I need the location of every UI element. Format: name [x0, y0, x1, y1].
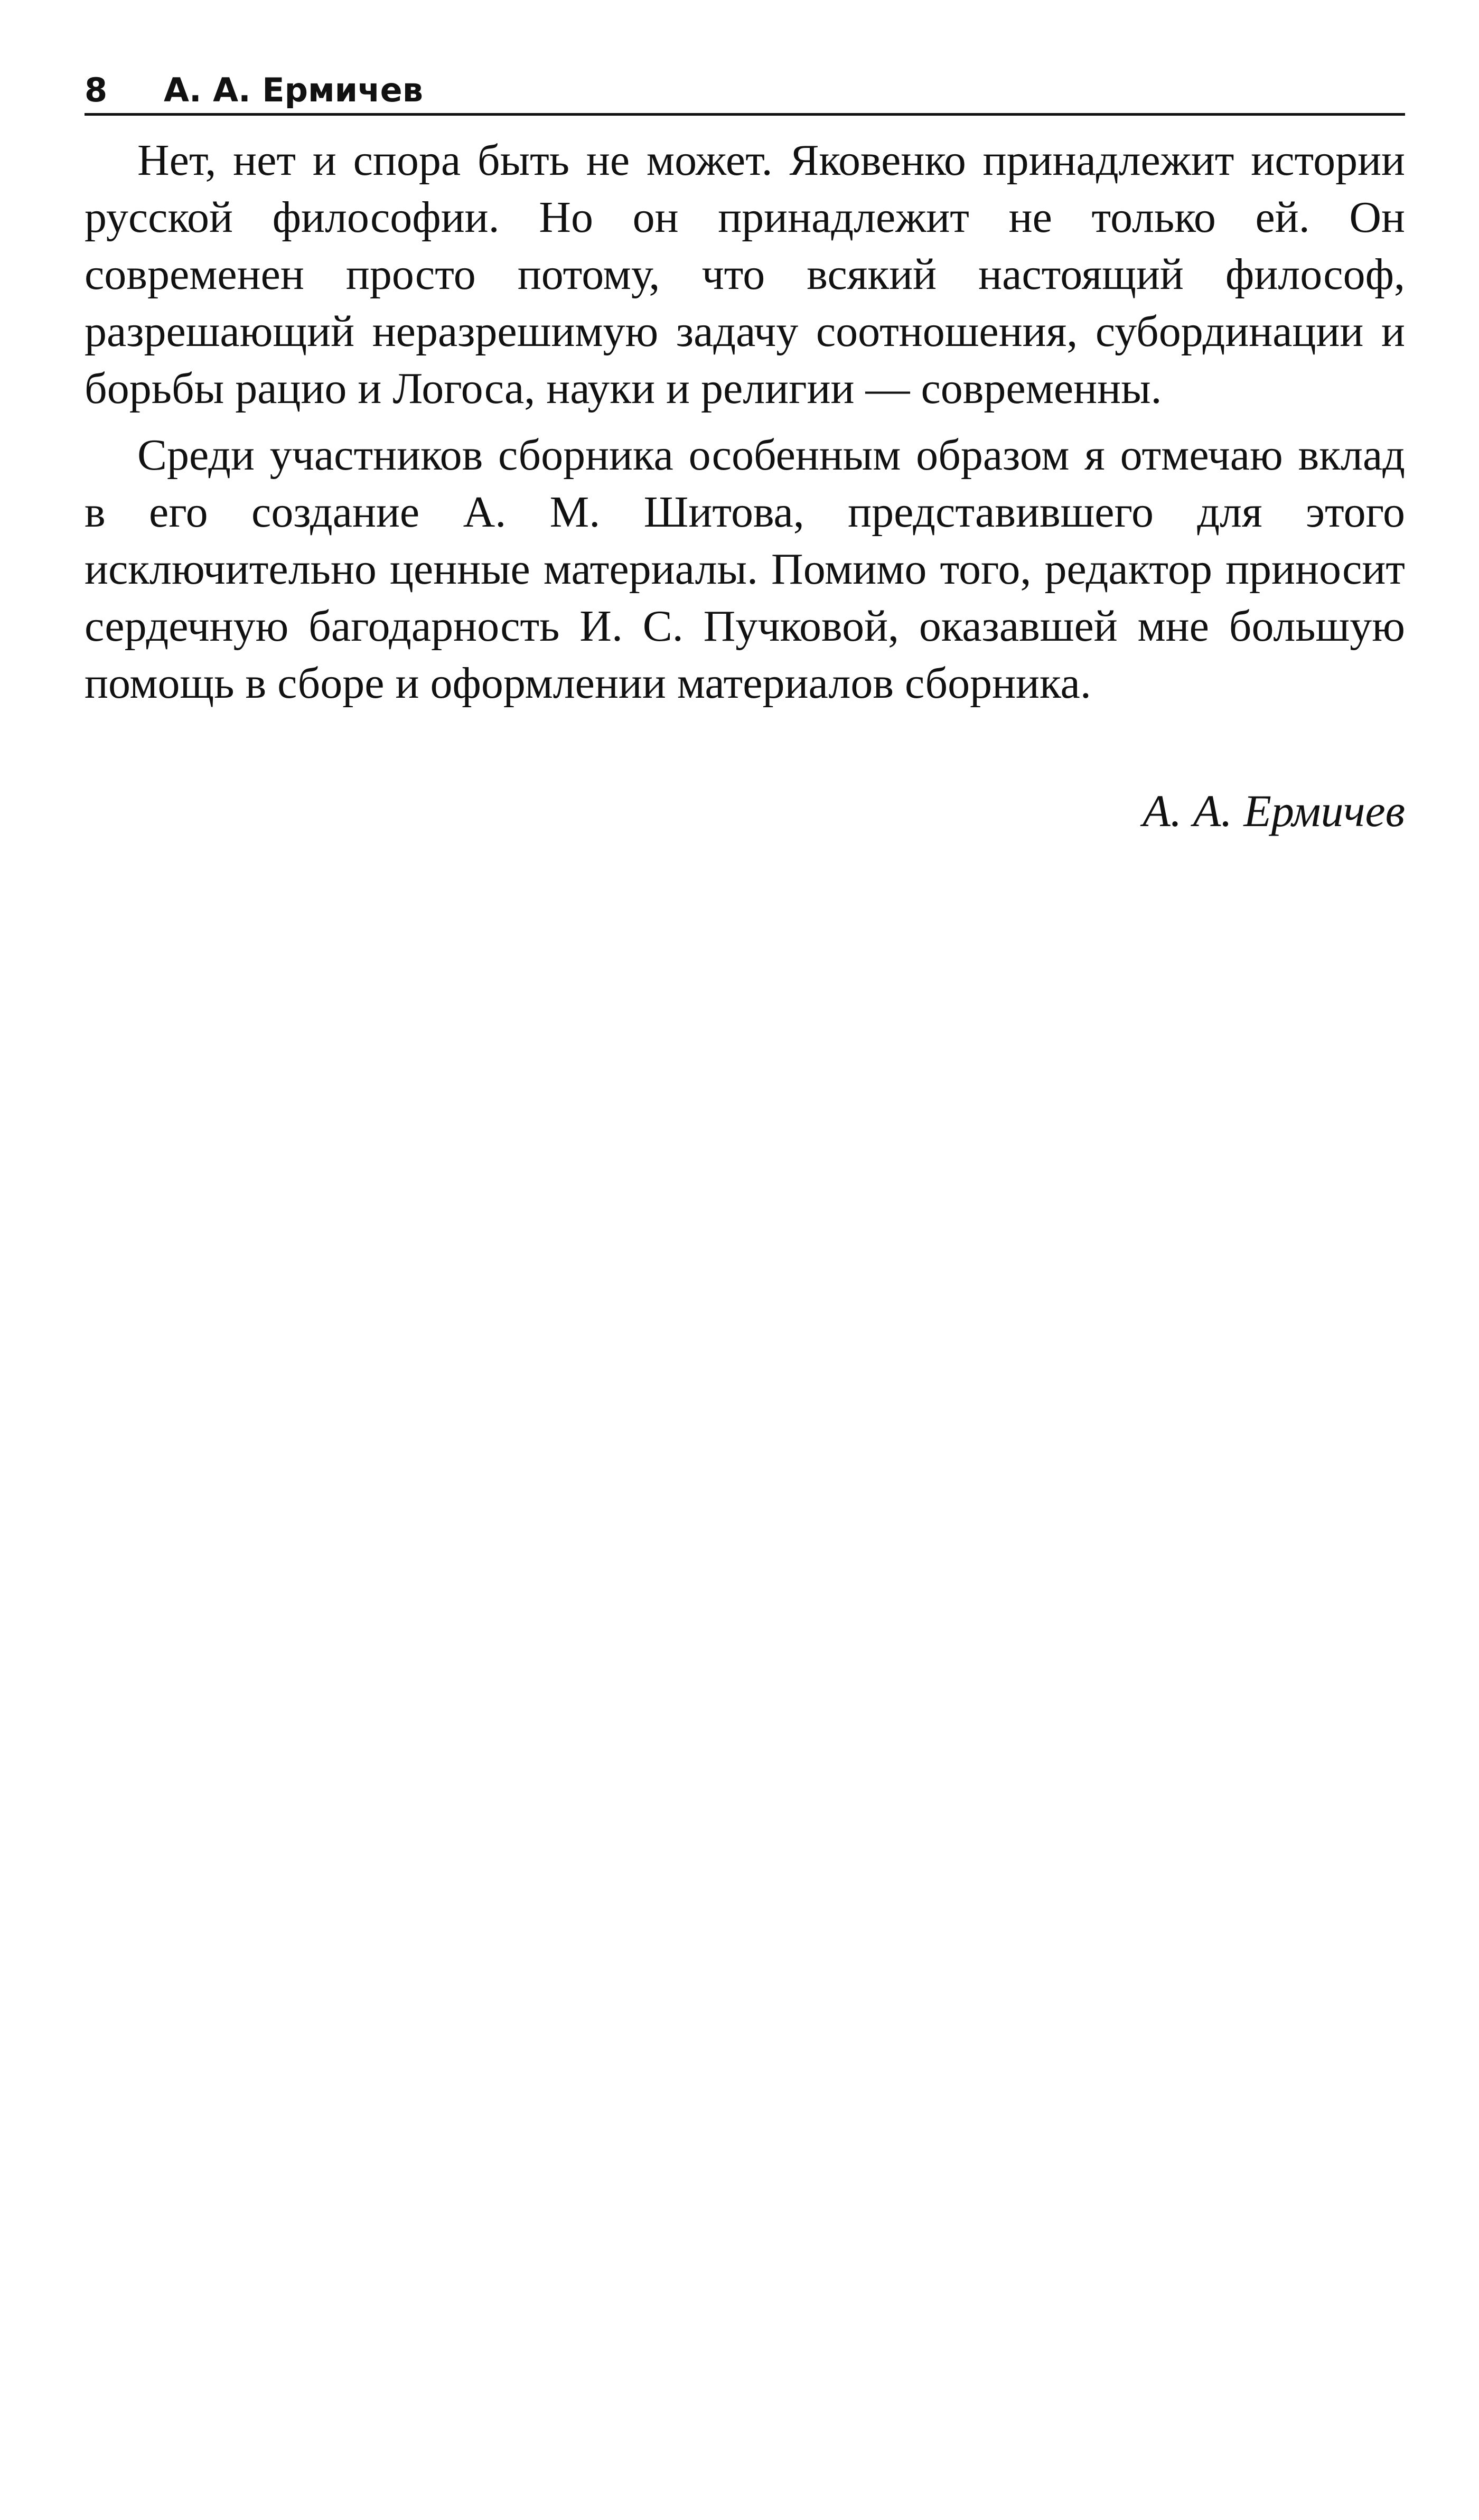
running-head-author: А. А. Ермичев: [164, 71, 423, 109]
paragraph: Нет, нет и спора быть не может. Яковенко принадлежит истории русской философии. Но он принадлежит не только ей. Он современен просто потому, что всякий настоящий философ, разрешающий неразрешимую задачу соотношения, субординации и борьбы рацио и Логоса, науки и религии — современны.: [85, 136, 1405, 413]
main-text: [85, 132, 1405, 722]
author-signature: А. А. Ермичев: [1143, 785, 1405, 836]
running-head: [85, 67, 1405, 114]
paragraph: Среди участников сборника особенным образом я отмечаю вклад в его создание А. М. Шитова, представившего для этого исключительно ценные материалы. Помимо того, редактор приносит сердечную багодарность И. С. Пучковой, оказавшей мне большую помощь в сборе и оформлении материалов сборника.: [85, 430, 1405, 708]
page-number: 8: [85, 71, 108, 109]
header-rule: [85, 113, 1405, 116]
